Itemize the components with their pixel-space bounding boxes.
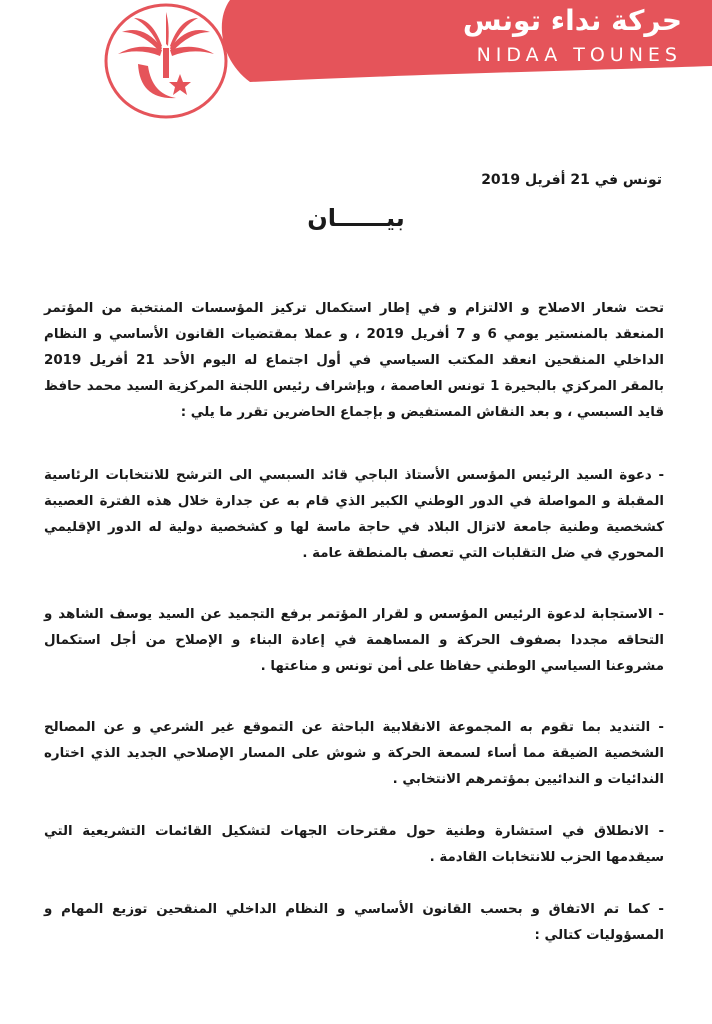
document-title: بيــــــان — [307, 204, 405, 232]
paragraph-item: - الانطلاق في استشارة وطنية حول مقترحات الجهات لتشكيل القائمات التشريعية التي سيقدمها الحزب للانتخابات القادمة . — [44, 824, 664, 865]
paragraph-item: - كما تم الاتفاق و بحسب القانون الأساسي و النظام الداخلي المنقحين توزيع المهام و المسؤوليات كتالي : — [44, 902, 664, 943]
paragraph-item: - الاستجابة لدعوة الرئيس المؤسس و لقرار المؤتمر برفع التجميد عن السيد يوسف الشاهد و التحاقه مجددا بصفوف الحركة و المساهمة في إعادة البناء و الإصلاح من أجل استكمال مشروعنا السياسي الوطني حفاظا على أمن تونس و مناعتها . — [44, 607, 664, 674]
document-date: تونس في 21 أفريل 2019 — [481, 172, 662, 188]
brand-name-latin: NIDAA TOUNES — [476, 44, 682, 66]
paragraph-item: - التنديد بما تقوم به المجموعة الانقلابية الباحثة عن التموقع غير الشرعي و عن المصالح الشخصية الضيقة مما أساء لسمعة الحركة و شوش على المسار الإصلاحي الجديد الذي اختاره الندائيات و الندائيين بمؤتمرهم الانتخابي . — [44, 720, 664, 787]
paragraph-intro: تحت شعار الاصلاح و الالتزام و في إطار استكمال تركيز المؤسسات المنتخبة من المؤتمر المنعقد بالمنستير يومي 6 و 7 أفريل 2019 ، و عملا بمقتضيات القانون الأساسي و النظام الداخلي المنقحين انعقد المكتب السياسي في أول اجتماع له اليوم الأحد 21 أفريل 2019 بالمقر المركزي بالبحيرة 1 تونس العاصمة ، وبإشراف رئيس اللجنة المركزية السيد محمد حافظ قايد السبسي ، و بعد النقاش المستفيض و بإجماع الحاضرين تقرر ما يلي : — [44, 301, 665, 420]
brand-name-arabic: حركة نداء تونس — [462, 4, 682, 37]
paragraph-item: - دعوة السيد الرئيس المؤسس الأستاذ الباجي قائد السبسي الى الترشح للانتخابات الرئاسية المقبلة و المواصلة في الدور الوطني الكبير الذي قام به عن جدارة خلال هذه الفترة العصيبة كشخصية وطنية جامعة لاتزال البلاد في حاجة ماسة لها و كشخصية دولية له الدور الإقليمي المحوري في ضل التقلبات التي تعصف بالمنطقة عامة . — [44, 468, 664, 561]
palm-crescent-star-icon — [104, 2, 228, 120]
document-body — [44, 296, 664, 949]
